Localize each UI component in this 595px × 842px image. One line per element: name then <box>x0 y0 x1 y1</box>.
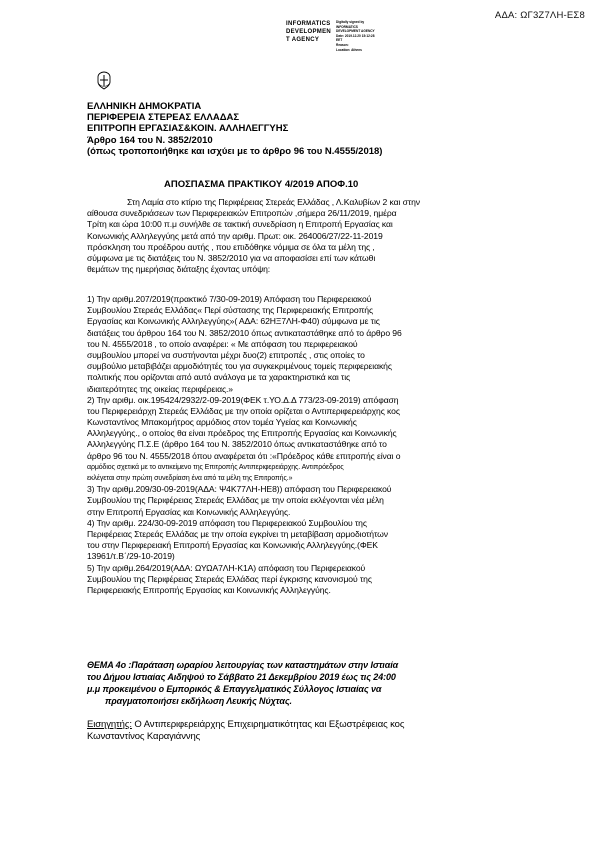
eisigisi-line: Κωνσταντίνος Καραγιάννης <box>87 731 201 742</box>
text-line: στην Επιτροπή Εργασίας και Κοινωνικής Αλληλεγγύης. <box>87 506 291 517</box>
text-line: Συμβουλίου Στερεάς Ελλάδας« Περί σύστασης της Περιφερειακής Επιτροπής <box>87 305 374 316</box>
thema-line: του Δήμου Ιστιαίας Αιδηψού το Σάββατο 21 Δεκεμβρίου 2019 έως τις 24:00 <box>87 672 396 682</box>
text-line: συμβούλιο μεταβιβάζει αρμοδιότητές του για συγκεκριμένους τομείς περιφερειακής <box>87 361 392 372</box>
text-line: 4) Την αριθμ. 224/30-09-2019 απόφαση του Περιφερειακού Συμβουλίου της <box>87 517 367 528</box>
text-line: σύμφωνα με τις διατάξεις του Ν. 3852/2010 για να αποφασίσει επί των κάτωθι <box>87 252 376 263</box>
text-line: Αλληλεγγύης., ο οποίος θα είναι πρόεδρος της Επιτροπής Εργασίας και Κοινωνικής <box>87 428 397 439</box>
text-line: του Περιφερειάρχη Στερεάς Ελλάδας με την οποία ορίζεται ο Αντιπεριφερειάρχης κος <box>87 405 400 416</box>
text-line: Περιφέρειας Στερεάς Ελλάδας με την οποία εγκρίνει τη μεταβίβαση αρμοδιοτήτων <box>87 528 388 539</box>
ada-code: ΑΔΑ: ΩΓ3Ζ7ΛΗ-ΕΣ8 <box>494 10 585 21</box>
considerations-list <box>87 294 512 596</box>
signature-detail-line: INFORMATICS <box>336 24 358 29</box>
header-line: ΕΠΙΤΡΟΠΗ ΕΡΓΑΣΙΑΣ&ΚΟΙΝ. ΑΛΛΗΛΕΓΓΥΗΣ <box>87 123 289 135</box>
intro-paragraph <box>87 197 512 275</box>
signature-detail-line: DEVELOPMENT AGENCY <box>336 29 375 34</box>
text-line: Εργασίας και Κοινωνικής Αλληλεγγύης»( ΑΔΑ: 62ΗΞ7ΛΗ-Φ40) σύμφωνα με τις <box>87 316 380 327</box>
text-line: 13961/τ.Β΄/29-10-2019) <box>87 551 175 562</box>
text-line: 2) Την αριθμ. οικ.195424/2932/2-09-2019(ΦΕΚ τ.ΥΟ.Δ.Δ 773/23-09-2019) απόφαση <box>87 394 399 405</box>
header-line: ΕΛΛΗΝΙΚΗ ΔΗΜΟΚΡΑΤΙΑ <box>87 101 202 112</box>
signature-detail-line: Digitally signed by <box>336 20 365 24</box>
signature-line: INFORMATICS <box>286 21 331 27</box>
text-line: Στη Λαμία στο κτίριο της Περιφέρειας Στερεάς Ελλάδας , Λ.Καλυβίων 2 και στην <box>127 197 420 207</box>
thema-line: πραγματοποιήσει εκδήλωση Λευκής Νύχτας. <box>105 696 292 706</box>
text-line: Αλληλεγγύης Π.Σ.Ε (άρθρο 164 του Ν. 3852/2010 όπως αντικαταστάθηκε από το <box>87 439 387 450</box>
greek-emblem-icon <box>96 71 112 90</box>
eisigisi-line <box>87 719 512 731</box>
header-line: Άρθρο 164 του Ν. 3852/2010 <box>87 134 213 146</box>
text-line: Κωνσταντίνος Μπακομήτρος αρμόδιος στον τομέα Υγείας και Κοινωνικής <box>87 417 357 428</box>
header-line: (όπως τροποποιήθηκε και ισχύει με το άρθρο 96 του Ν.4555/2018) <box>87 145 383 157</box>
text-line: πολιτικής που ορίζονται από αυτό ανάλογα με τα χαρακτηριστικά και τις <box>87 372 351 383</box>
text-line: συμβουλίου μπορεί να συστήνονται μέχρι δυο(2) επιτροπές , στις οποίες το <box>87 349 365 360</box>
text-line: εκλέγεται στην πρώτη συνεδρίαση ένα από τα μέλη της Επιτροπής.» <box>87 475 293 482</box>
thema-line: ΘΕΜΑ 4ο :Παράταση ωραρίου λειτουργίας των καταστημάτων στην Ιστιαία <box>87 660 399 670</box>
thema-section <box>87 659 512 707</box>
text-line: ιδιαιτερότητες της οικείας περιφέρειας.» <box>87 383 233 394</box>
text-line: άρθρο 96 του Ν. 4555/2018 όπου αναφέρεται ότι :«Πρόεδρος κάθε επιτροπής είναι ο <box>87 450 401 461</box>
document-header <box>87 101 382 157</box>
text-line: του στην Περιφερειακή Επιτροπή Εργασίας και Κοινωνικής Αλληλεγγύης.(ΦΕΚ <box>87 540 378 551</box>
text-line: Συμβουλίου της Περιφέρειας Στερεάς Ελλάδας με την οποία εκλέγονται νέα μέλη <box>87 495 384 506</box>
signature-detail-line: Date: 2019.12.20 15:12:28 <box>336 33 375 38</box>
signature-detail-line: EET <box>336 38 343 43</box>
signature-line: DEVELOPMEN <box>286 29 332 35</box>
text-line: διατάξεις του άρθρου 164 του Ν. 3852/2010 όπως αντικαταστάθηκε από το άρθρο 96 <box>87 327 402 338</box>
text-line: Συμβουλίου της Περιφέρειας Στερεάς Ελλάδας περί έγκρισης κανονισμού της <box>87 573 372 584</box>
eisigisi-text: Ο Αντιπεριφερειάρχης Επιχειρηματικότητας και Εξωστρέφειας κος <box>131 719 405 730</box>
signature-line: T AGENCY <box>286 37 320 43</box>
signature-detail-line: Reason: <box>336 42 349 47</box>
signature-details <box>336 20 375 52</box>
digital-signature-stamp <box>286 20 375 52</box>
signature-organization <box>286 20 331 52</box>
text-line: Κοινωνικής Αλληλεγγύης μετά από την αριθμ. Πρωτ: οικ. 264006/27/22-11-2019 <box>87 230 383 241</box>
header-line: ΠΕΡΙΦΕΡΕΙΑ ΣΤΕΡΕΑΣ ΕΛΛΑΔΑΣ <box>87 112 240 124</box>
text-line: Τρίτη και ώρα 10:00 π.μ συνήλθε σε τακτική συνεδρίαση η Επιτροπή Εργασίας και <box>87 219 393 230</box>
text-line: Περιφερειακής Επιτροπής Εργασίας και Κοινωνικής Αλληλεγγύης. <box>87 584 331 595</box>
text-line: 1) Την αριθμ.207/2019(πρακτικό 7/30-09-2019) Απόφαση του Περιφερειακού <box>87 294 372 304</box>
text-line: αίθουσα συνεδριάσεων των Περιφερειακών Επιτροπών ,σήμερα 26/11/2019, ημέρα <box>87 208 397 219</box>
eisigisi-section <box>87 719 512 743</box>
document-title: ΑΠΟΣΠΑΣΜΑ ΠΡΑΚΤΙΚΟΥ 4/2019 ΑΠΟΦ.10 <box>164 179 359 190</box>
signature-detail-line: Location: Athens <box>336 47 362 52</box>
text-line: αρμόδιος σχετικά με το αντικείμενο της Επιτροπής Αντιπεριφερειάρχης. Αντιπρόεδρος <box>87 463 344 471</box>
text-line: πρόσκληση του προέδρου αυτής , που επιδόθηκε νόμιμα σε όλα τα μέλη της , <box>87 241 375 252</box>
text-line: θεμάτων της ημερήσιας διάταξης έχοντας υπόψη: <box>87 264 271 275</box>
eisigisi-label: Εισηγητής: <box>87 719 132 730</box>
text-line: 3) Την αριθμ.209/30-09-2019(ΑΔΑ: Ψ4Κ77ΛΗ-ΗΕ8)) απόφαση του Περιφερειακού <box>87 484 392 495</box>
text-line: του Ν. 4555/2018 , το οποίο αναφέρει: « Με απόφαση του περιφερειακού <box>87 338 358 349</box>
text-line: 5) Την αριθμ.264/2019(ΑΔΑ: ΩΥΩΑ7ΛΗ-Κ1Α) απόφαση του Περιφερειακού <box>87 562 366 573</box>
thema-line: μ.μ προκειμένου ο Εμπορικός & Επαγγελματικός Σύλλογος Ιστιαίας να <box>87 684 382 694</box>
